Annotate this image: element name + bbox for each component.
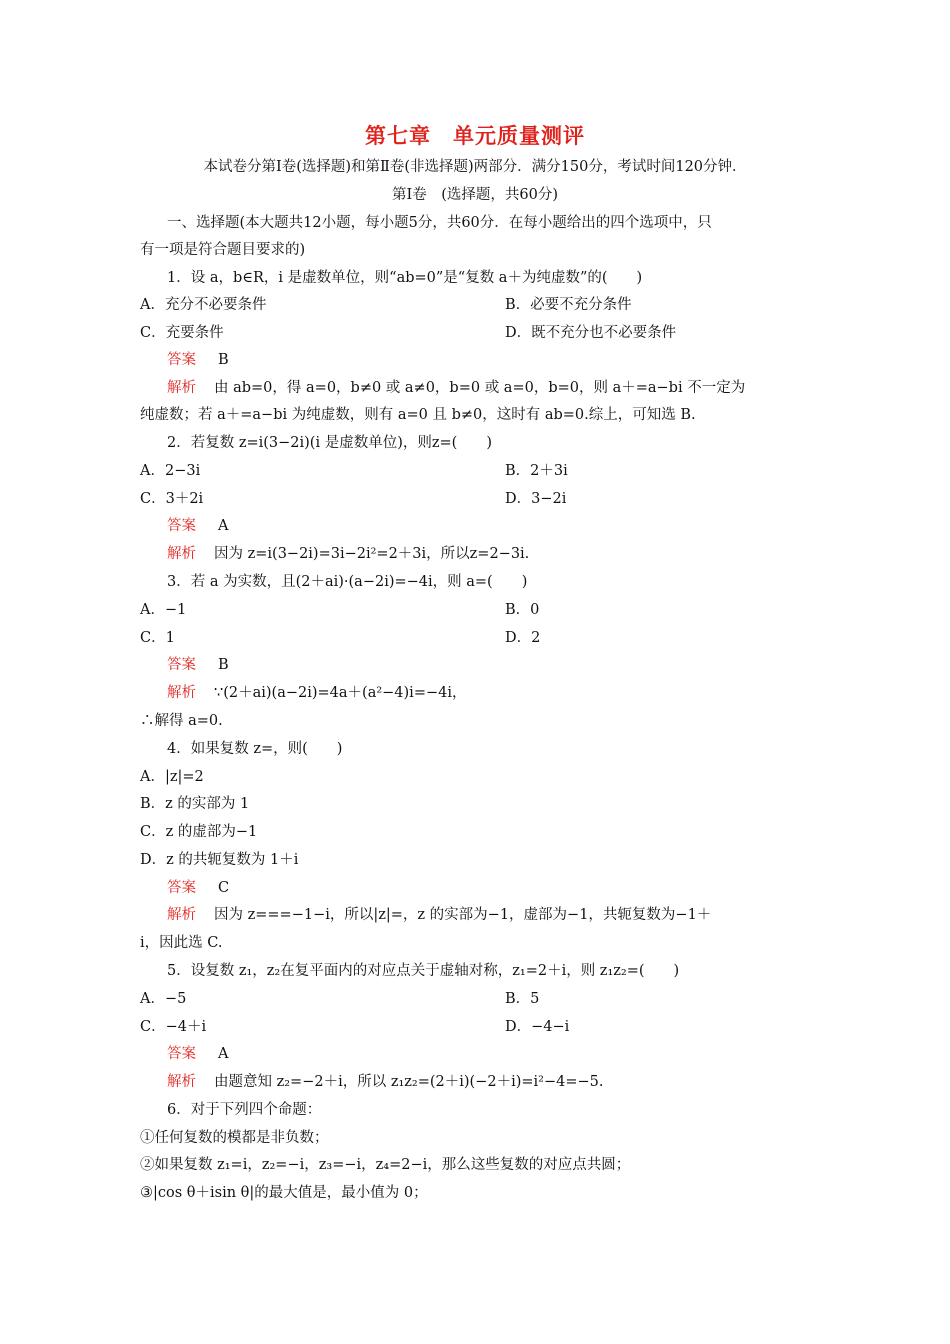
answer-value: B — [218, 352, 229, 368]
exam-intro: 本试卷分第Ⅰ卷(选择题)和第Ⅱ卷(非选择题)两部分．满分150分，考试时间120分钟． — [203, 159, 747, 175]
question-5-stem: 5．设复数 z₁，z₂在复平面内的对应点关于虚轴对称，z₁=2＋i，则 z₁z₂=( ) — [167, 963, 680, 979]
question-5-option-d: D．−4−i — [505, 1019, 570, 1035]
answer-value: A — [218, 1046, 229, 1062]
question-4-option-b: B．z 的实部为 1 — [140, 796, 250, 812]
question-2-option-a: A．2−3i — [140, 463, 201, 479]
answer-label: 答案 — [167, 352, 196, 368]
question-1-option-b: B．必要不充分条件 — [505, 297, 632, 313]
question-4-stem: 4．如果复数 z=，则( ) — [167, 741, 343, 757]
question-4-analysis-cont: i，因此选 C. — [140, 935, 223, 951]
analysis-text: 因为 z=i(3−2i)=3i−2i²=2＋3i，所以z=2−3i. — [214, 546, 530, 562]
question-6-item-3: ③|cos θ＋isin θ|的最大值是，最小值为 0； — [140, 1185, 428, 1201]
question-1-option-c: C．充要条件 — [140, 325, 224, 341]
question-5-answer — [167, 1044, 847, 1064]
question-3-analysis — [167, 683, 847, 703]
answer-label: 答案 — [167, 880, 196, 896]
question-4-option-d: D．z 的共轭复数为 1＋i — [140, 852, 299, 868]
question-3-option-a: A．−1 — [140, 602, 187, 618]
answer-label: 答案 — [167, 657, 196, 673]
answer-value: A — [218, 518, 229, 534]
question-3-stem: 3．若 a 为实数，且(2＋ai)·(a−2i)=−4i，则 a=( ) — [167, 574, 528, 590]
analysis-text: 因为 z===−1−i，所以|z|=，z 的实部为−1，虚部为−1，共轭复数为−1＋ — [214, 907, 712, 923]
question-3-option-b: B．0 — [505, 602, 540, 618]
answer-label: 答案 — [167, 1046, 196, 1062]
question-5-analysis — [167, 1072, 847, 1092]
question-4-answer — [167, 878, 847, 898]
question-3-analysis-cont: ∴解得 a=0. — [140, 713, 223, 729]
question-2-option-b: B．2＋3i — [505, 463, 568, 479]
question-1-analysis — [167, 378, 847, 398]
question-5-option-a: A．−5 — [140, 991, 187, 1007]
question-2-analysis — [167, 544, 847, 564]
question-5-option-c: C．−4＋i — [140, 1019, 207, 1035]
question-1-option-a: A．充分不必要条件 — [140, 297, 267, 313]
question-2-option-d: D．3−2i — [505, 491, 567, 507]
question-1-answer — [167, 350, 847, 370]
question-6-stem: 6．对于下列四个命题： — [167, 1102, 322, 1118]
question-4-analysis — [167, 905, 847, 925]
question-2-stem: 2．若复数 z=i(3−2i)(i 是虚数单位)，则z=( ) — [167, 435, 492, 451]
answer-value: C — [218, 880, 230, 896]
instruction-line-1: 一、选择题(本大题共12小题，每小题5分，共60分．在每小题给出的四个选项中，只 — [167, 215, 712, 231]
question-3-option-c: C．1 — [140, 630, 175, 646]
analysis-label: 解析 — [167, 380, 196, 396]
section-title: 第Ⅰ卷 (选择题，共60分) — [392, 187, 558, 203]
question-2-option-c: C．3＋2i — [140, 491, 204, 507]
question-1-analysis-cont: 纯虚数；若 a＋=a−bi 为纯虚数，则有 a=0 且 b≠0，这时有 ab=0.综上，可知选 B. — [140, 407, 696, 423]
question-2-answer — [167, 516, 847, 536]
question-6-item-1: ①任何复数的模都是非负数； — [140, 1130, 329, 1146]
page-title: 第七章 单元质量测评 — [365, 124, 585, 148]
question-3-option-d: D．2 — [505, 630, 541, 646]
question-6-item-2: ②如果复数 z₁=i，z₂=−i，z₃=−i，z₄=2−i，那么这些复数的对应点共圆； — [140, 1157, 631, 1173]
question-4-option-a: A．|z|=2 — [140, 769, 204, 785]
question-4-option-c: C．z 的虚部为−1 — [140, 824, 258, 840]
answer-value: B — [218, 657, 229, 673]
analysis-label: 解析 — [167, 907, 196, 923]
analysis-text: 由 ab=0，得 a=0，b≠0 或 a≠0，b=0 或 a=0，b=0，则 a＋=a−bi 不一定为 — [214, 380, 746, 396]
question-3-answer — [167, 655, 847, 675]
instruction-line-2: 有一项是符合题目要求的) — [140, 242, 306, 258]
question-1-stem: 1．设 a，b∈R，i 是虚数单位，则“ab=0”是“复数 a＋为纯虚数”的( ) — [167, 270, 643, 286]
question-5-option-b: B．5 — [505, 991, 540, 1007]
analysis-label: 解析 — [167, 685, 196, 701]
question-1-option-d: D．既不充分也不必要条件 — [505, 325, 677, 341]
analysis-label: 解析 — [167, 546, 196, 562]
analysis-text: 由题意知 z₂=−2＋i，所以 z₁z₂=(2＋i)(−2＋i)=i²−4=−5. — [214, 1074, 604, 1090]
answer-label: 答案 — [167, 518, 196, 534]
analysis-label: 解析 — [167, 1074, 196, 1090]
analysis-text: ∵(2＋ai)(a−2i)=4a＋(a²−4)i=−4i， — [214, 685, 467, 701]
